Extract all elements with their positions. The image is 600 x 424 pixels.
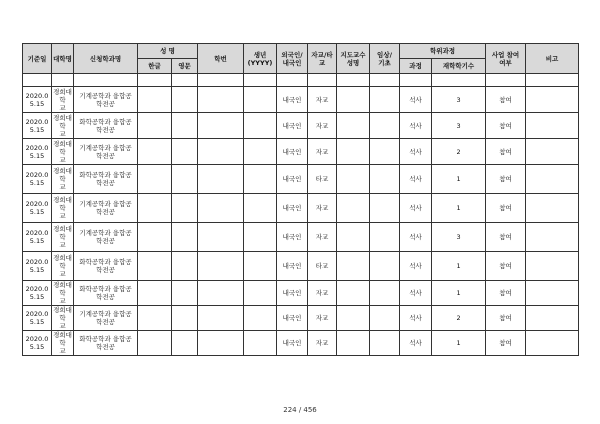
cell-student-id (198, 331, 244, 356)
cell-name-english (172, 331, 198, 356)
cell-student-id (198, 139, 244, 165)
page-number: 224 / 456 (283, 406, 317, 414)
cell-advisor (337, 113, 370, 139)
cell-birth (244, 252, 277, 281)
cell-name-korean (138, 331, 172, 356)
cell-school-type: 자교 (308, 87, 337, 113)
header-birth: 생년 (YYYY) (244, 44, 277, 74)
cell-university: 경희대학 교 (52, 223, 74, 252)
cell-birth (244, 113, 277, 139)
cell-birth (244, 306, 277, 331)
header-semester: 재학학기수 (432, 59, 486, 74)
cell-date: 2020.0 5.15 (23, 113, 52, 139)
cell-advisor (337, 252, 370, 281)
cell-university: 경희대학 교 (53, 87, 72, 112)
table-row (23, 165, 579, 194)
cell-date: 2020.0 5.15 (23, 87, 52, 113)
cell-department: 기계공학과 융합공 학전공 (74, 139, 138, 165)
cell-remark (526, 87, 579, 113)
cell-school-type: 자교 (308, 113, 337, 139)
header-name: 성 명 (138, 44, 198, 59)
cell-participation: 참여 (486, 165, 526, 194)
cell-name-korean (138, 252, 172, 281)
header-nationality: 외국인/ 내국인 (277, 44, 308, 74)
cell-semester: 1 (432, 165, 486, 194)
cell-student-id (198, 252, 244, 281)
cell-course: 석사 (400, 223, 432, 252)
header-school-type: 자교/타 교 (308, 44, 337, 74)
cell-birth (244, 165, 277, 194)
cell-name-korean (138, 139, 172, 165)
table-row (23, 87, 579, 113)
cell-semester: 1 (432, 252, 486, 281)
cell-participation: 참여 (486, 223, 526, 252)
cell-employment (370, 87, 400, 113)
cell-department: 화학공학과 융합공 학전공 (74, 113, 138, 139)
table-row (23, 252, 579, 281)
cell-semester: 3 (432, 87, 486, 113)
cell-nationality: 내국인 (277, 87, 308, 113)
cell-department: 기계공학과 융합공 학전공 (74, 87, 138, 113)
header-participation: 사업 참여 여부 (486, 44, 526, 74)
header-remark: 비고 (526, 44, 579, 74)
cell-semester: 1 (432, 281, 486, 306)
cell-name-english (172, 306, 198, 331)
cell-name-english (172, 113, 198, 139)
cell-student-id (198, 113, 244, 139)
cell-remark (526, 139, 579, 165)
cell-nationality: 내국인 (277, 194, 308, 223)
cell-school-type: 타교 (308, 252, 337, 281)
header-name-english: 영문 (172, 59, 198, 74)
cell-semester: 2 (432, 139, 486, 165)
cell-school-type: 자교 (308, 223, 337, 252)
cell-student-id (198, 281, 244, 306)
cell-semester: 2 (432, 306, 486, 331)
cell-date: 2020.0 5.15 (23, 194, 52, 223)
cell-department: 화학공학과 융합공 학전공 (74, 252, 138, 281)
cell-remark (526, 165, 579, 194)
cell-name-korean (138, 194, 172, 223)
cell-advisor (337, 306, 370, 331)
cell-name-korean (138, 223, 172, 252)
cell-school-type: 자교 (308, 281, 337, 306)
cell-school-type: 자교 (308, 194, 337, 223)
cell-advisor (337, 223, 370, 252)
cell-participation: 참여 (486, 139, 526, 165)
cell-course: 석사 (400, 306, 432, 331)
cell-employment (370, 331, 400, 356)
cell-birth (244, 139, 277, 165)
cell-university: 경희대학 교 (52, 194, 74, 223)
cell-course: 석사 (400, 281, 432, 306)
cell-employment (370, 281, 400, 306)
cell-remark (526, 252, 579, 281)
cell-advisor (337, 331, 370, 356)
table-row (23, 223, 579, 252)
cell-semester: 1 (432, 331, 486, 356)
cell-nationality: 내국인 (277, 331, 308, 356)
cell-name-english (172, 194, 198, 223)
cell-nationality: 내국인 (277, 139, 308, 165)
cell-employment (370, 223, 400, 252)
cell-nationality: 내국인 (277, 165, 308, 194)
cell-student-id (198, 306, 244, 331)
cell-course: 석사 (400, 139, 432, 165)
cell-remark (526, 194, 579, 223)
cell-department: 기계공학과 융합공 학전공 (74, 194, 138, 223)
cell-department: 화학공학과 융합공 학전공 (74, 331, 138, 356)
header-date: 기준일 (23, 44, 52, 74)
cell-school-type: 타교 (308, 165, 337, 194)
cell-student-id (198, 87, 244, 113)
cell-participation: 참여 (486, 331, 526, 356)
table-row (23, 331, 579, 356)
cell-advisor (337, 165, 370, 194)
table-row (23, 194, 579, 223)
cell-name-english (172, 165, 198, 194)
cell-university: 경희대학 교 (53, 113, 72, 138)
cell-semester: 3 (432, 223, 486, 252)
cell-university: 경희대학 교 (53, 331, 72, 355)
cell-participation: 참여 (486, 113, 526, 139)
header-department: 신청학과명 (74, 44, 138, 74)
cell-name-english (172, 252, 198, 281)
cell-nationality: 내국인 (277, 223, 308, 252)
cell-school-type: 자교 (308, 331, 337, 356)
cell-university: 경희대학 교 (52, 252, 74, 281)
cell-employment (370, 306, 400, 331)
header-advisor: 지도교수 성명 (337, 44, 370, 74)
table-row (23, 139, 579, 165)
header-employment: 임상/ 기초 (370, 44, 400, 74)
cell-nationality: 내국인 (277, 252, 308, 281)
cell-participation: 참여 (486, 281, 526, 306)
cell-advisor (337, 281, 370, 306)
cell-name-english (172, 223, 198, 252)
cell-participation: 참여 (486, 194, 526, 223)
cell-university: 경희대학 교 (53, 139, 72, 164)
cell-name-english (172, 139, 198, 165)
table-row (23, 306, 579, 331)
cell-student-id (198, 165, 244, 194)
cell-course: 석사 (400, 252, 432, 281)
cell-date: 2020.0 5.15 (23, 306, 52, 331)
cell-employment (370, 139, 400, 165)
cell-university: 경희대학 교 (52, 165, 74, 194)
cell-course: 석사 (400, 194, 432, 223)
cell-participation: 참여 (486, 252, 526, 281)
cell-birth (244, 87, 277, 113)
cell-name-korean (138, 113, 172, 139)
cell-remark (526, 223, 579, 252)
cell-department: 기계공학과 융합공 학전공 (74, 306, 138, 331)
cell-name-korean (138, 281, 172, 306)
cell-birth (244, 281, 277, 306)
cell-nationality: 내국인 (277, 306, 308, 331)
cell-student-id (198, 223, 244, 252)
cell-school-type: 자교 (308, 139, 337, 165)
cell-name-korean (138, 306, 172, 331)
cell-date: 2020.0 5.15 (23, 139, 52, 165)
header-name-korean: 한글 (138, 59, 172, 74)
cell-remark (526, 113, 579, 139)
cell-department: 화학공학과 융합공 학전공 (74, 281, 138, 306)
table-row (23, 281, 579, 306)
table-row (23, 113, 579, 139)
cell-semester: 3 (432, 113, 486, 139)
cell-course: 석사 (400, 331, 432, 356)
cell-department: 화학공학과 융합공 학전공 (74, 165, 138, 194)
cell-student-id (198, 194, 244, 223)
cell-birth (244, 223, 277, 252)
cell-advisor (337, 194, 370, 223)
cell-name-english (172, 87, 198, 113)
cell-semester: 1 (432, 194, 486, 223)
cell-name-korean (138, 87, 172, 113)
cell-date: 2020.0 5.15 (23, 331, 52, 356)
cell-participation: 참여 (486, 87, 526, 113)
cell-school-type: 자교 (308, 306, 337, 331)
cell-date: 2020.0 5.15 (23, 252, 52, 281)
cell-employment (370, 165, 400, 194)
cell-employment (370, 194, 400, 223)
cell-participation: 참여 (486, 306, 526, 331)
cell-employment (370, 252, 400, 281)
cell-course: 석사 (400, 165, 432, 194)
student-table (22, 43, 579, 356)
cell-advisor (337, 139, 370, 165)
cell-name-korean (138, 165, 172, 194)
blank-row (23, 74, 579, 87)
cell-university: 경희대학 교 (53, 306, 72, 330)
cell-date: 2020.0 5.15 (23, 223, 52, 252)
cell-course: 석사 (400, 113, 432, 139)
cell-university: 경희대학 교 (53, 281, 72, 305)
cell-name-english (172, 281, 198, 306)
cell-advisor (337, 87, 370, 113)
cell-department: 기계공학과 융합공 학전공 (74, 223, 138, 252)
cell-nationality: 내국인 (277, 113, 308, 139)
cell-remark (526, 281, 579, 306)
cell-nationality: 내국인 (277, 281, 308, 306)
header-degree: 학위과정 (400, 44, 486, 59)
header-course: 과정 (400, 59, 432, 74)
cell-birth (244, 331, 277, 356)
cell-remark (526, 306, 579, 331)
cell-course: 석사 (400, 87, 432, 113)
cell-employment (370, 113, 400, 139)
cell-date: 2020.0 5.15 (23, 165, 52, 194)
cell-date: 2020.0 5.15 (23, 281, 52, 306)
cell-birth (244, 194, 277, 223)
cell-remark (526, 331, 579, 356)
header-university: 대학명 (52, 44, 74, 74)
header-student-id: 학번 (198, 44, 244, 74)
